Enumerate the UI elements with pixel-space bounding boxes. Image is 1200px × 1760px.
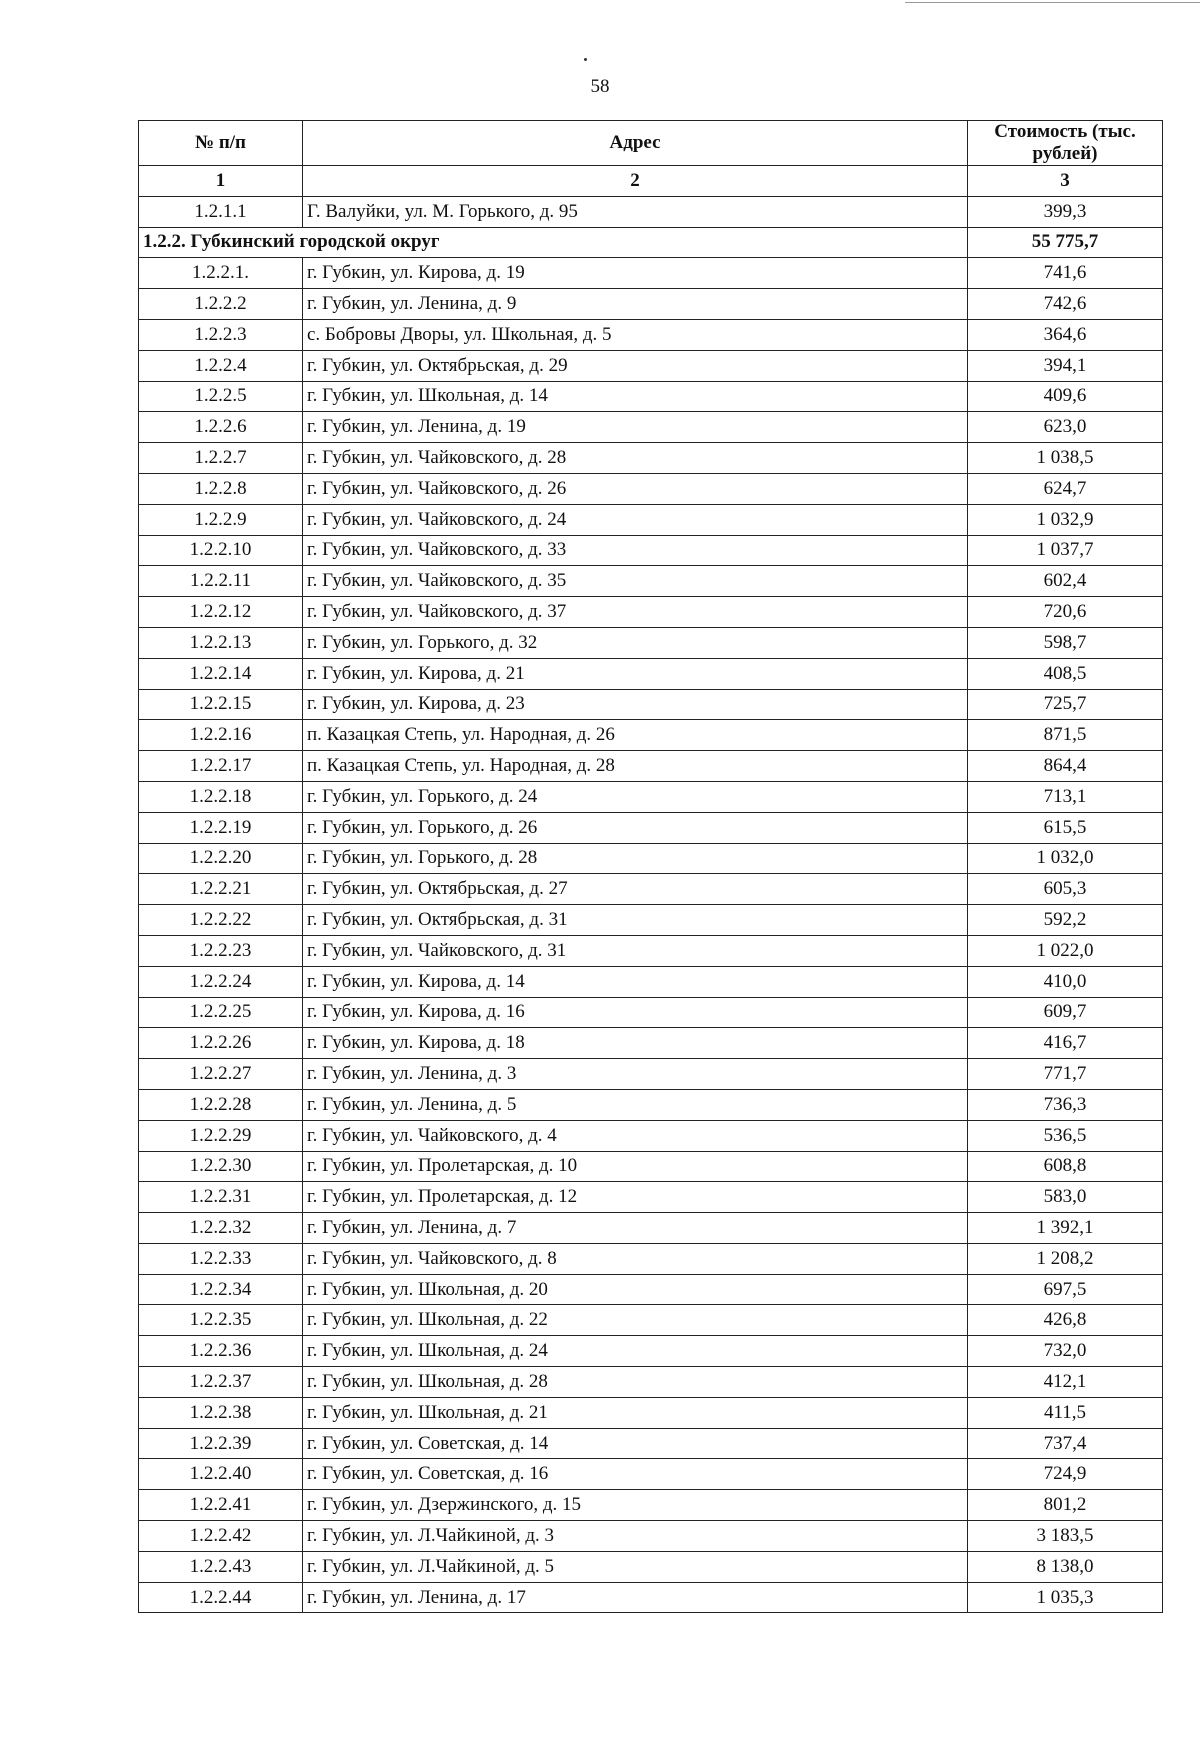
column-number-row (139, 166, 1163, 197)
row-number: 1.2.2.40 (139, 1459, 303, 1490)
row-cost: 732,0 (968, 1336, 1163, 1367)
row-number: 1.2.2.6 (139, 412, 303, 443)
row-cost: 394,1 (968, 350, 1163, 381)
row-number: 1.2.2.21 (139, 874, 303, 905)
row-cost: 608,8 (968, 1151, 1163, 1182)
row-number: 1.2.2.4 (139, 350, 303, 381)
row-cost: 409,6 (968, 381, 1163, 412)
table-row (139, 443, 1163, 474)
header-cost: Стоимость (тыс. рублей) (968, 121, 1163, 166)
table-row (139, 1428, 1163, 1459)
table-row (139, 905, 1163, 936)
table-row (139, 350, 1163, 381)
row-address: г. Губкин, ул. Советская, д. 14 (303, 1428, 968, 1459)
row-cost: 697,5 (968, 1274, 1163, 1305)
row-number: 1.2.2.3 (139, 319, 303, 350)
row-cost: 536,5 (968, 1120, 1163, 1151)
row-address: г. Губкин, ул. Кирова, д. 18 (303, 1028, 968, 1059)
row-cost: 737,4 (968, 1428, 1163, 1459)
row-number: 1.2.2.39 (139, 1428, 303, 1459)
row-address: г. Губкин, ул. Ленина, д. 17 (303, 1582, 968, 1613)
row-number: 1.2.2.14 (139, 658, 303, 689)
row-cost: 720,6 (968, 597, 1163, 628)
row-cost: 801,2 (968, 1490, 1163, 1521)
table-row (139, 1551, 1163, 1582)
row-cost: 864,4 (968, 751, 1163, 782)
table-row (139, 689, 1163, 720)
row-cost: 741,6 (968, 258, 1163, 289)
row-cost: 725,7 (968, 689, 1163, 720)
row-cost: 583,0 (968, 1182, 1163, 1213)
row-cost: 1 208,2 (968, 1243, 1163, 1274)
table-row (139, 1305, 1163, 1336)
row-number: 1.2.2.10 (139, 535, 303, 566)
group-total-cost: 55 775,7 (968, 227, 1163, 258)
row-number: 1.2.2.11 (139, 566, 303, 597)
group-label: 1.2.2. Губкинский городской округ (139, 227, 968, 258)
row-address: г. Губкин, ул. Кирова, д. 21 (303, 658, 968, 689)
table-row (139, 1059, 1163, 1090)
header-address: Адрес (303, 121, 968, 166)
row-cost: 426,8 (968, 1305, 1163, 1336)
row-address: с. Бобровы Дворы, ул. Школьная, д. 5 (303, 319, 968, 350)
row-address: п. Казацкая Степь, ул. Народная, д. 26 (303, 720, 968, 751)
table-row (139, 535, 1163, 566)
table-row (139, 1459, 1163, 1490)
table-row (139, 597, 1163, 628)
row-address: г. Губкин, ул. Чайковского, д. 26 (303, 473, 968, 504)
table-row (139, 504, 1163, 535)
table-row (139, 289, 1163, 320)
table-row (139, 627, 1163, 658)
row-number: 1.2.2.25 (139, 997, 303, 1028)
row-number: 1.2.2.32 (139, 1213, 303, 1244)
table-row (139, 1367, 1163, 1398)
row-number: 1.2.1.1 (139, 196, 303, 227)
row-address: п. Казацкая Степь, ул. Народная, д. 28 (303, 751, 968, 782)
row-address: г. Губкин, ул. Горького, д. 28 (303, 843, 968, 874)
row-address: г. Губкин, ул. Чайковского, д. 8 (303, 1243, 968, 1274)
row-number: 1.2.2.20 (139, 843, 303, 874)
table-row (139, 751, 1163, 782)
row-cost: 742,6 (968, 289, 1163, 320)
row-address: г. Губкин, ул. Чайковского, д. 33 (303, 535, 968, 566)
scan-dot (584, 58, 587, 61)
table-row (139, 1120, 1163, 1151)
row-cost: 364,6 (968, 319, 1163, 350)
row-number: 1.2.2.42 (139, 1521, 303, 1552)
row-number: 1.2.2.1. (139, 258, 303, 289)
row-cost: 1 032,0 (968, 843, 1163, 874)
table-row (139, 473, 1163, 504)
row-address: г. Губкин, ул. Дзержинского, д. 15 (303, 1490, 968, 1521)
row-number: 1.2.2.2 (139, 289, 303, 320)
row-number: 1.2.2.18 (139, 781, 303, 812)
row-address: г. Губкин, ул. Ленина, д. 7 (303, 1213, 968, 1244)
page-number: 58 (590, 76, 610, 97)
row-cost: 399,3 (968, 196, 1163, 227)
table-row (139, 1521, 1163, 1552)
table-row (139, 781, 1163, 812)
row-number: 1.2.2.28 (139, 1089, 303, 1120)
table-row (139, 935, 1163, 966)
row-number: 1.2.2.30 (139, 1151, 303, 1182)
table-header-row (139, 121, 1163, 166)
row-cost: 1 032,9 (968, 504, 1163, 535)
row-cost: 1 037,7 (968, 535, 1163, 566)
table-row (139, 966, 1163, 997)
row-address: г. Губкин, ул. Школьная, д. 20 (303, 1274, 968, 1305)
row-number: 1.2.2.38 (139, 1397, 303, 1428)
table-row (139, 720, 1163, 751)
row-number: 1.2.2.27 (139, 1059, 303, 1090)
table-row (139, 874, 1163, 905)
row-address: г. Губкин, ул. Школьная, д. 24 (303, 1336, 968, 1367)
row-number: 1.2.2.7 (139, 443, 303, 474)
table-row (139, 1028, 1163, 1059)
row-number: 1.2.2.9 (139, 504, 303, 535)
table-row (139, 1213, 1163, 1244)
row-cost: 1 038,5 (968, 443, 1163, 474)
row-address: г. Губкин, ул. Л.Чайкиной, д. 5 (303, 1551, 968, 1582)
row-address: г. Губкин, ул. Школьная, д. 28 (303, 1367, 968, 1398)
row-number: 1.2.2.33 (139, 1243, 303, 1274)
row-cost: 602,4 (968, 566, 1163, 597)
row-cost: 416,7 (968, 1028, 1163, 1059)
table-row (139, 843, 1163, 874)
cost-table (138, 120, 1163, 1613)
table-row (139, 1182, 1163, 1213)
row-number: 1.2.2.36 (139, 1336, 303, 1367)
table-row (139, 1582, 1163, 1613)
row-cost: 1 035,3 (968, 1582, 1163, 1613)
row-address: г. Губкин, ул. Ленина, д. 3 (303, 1059, 968, 1090)
row-cost: 3 183,5 (968, 1521, 1163, 1552)
table-row (139, 1151, 1163, 1182)
table-row (139, 997, 1163, 1028)
row-number: 1.2.2.24 (139, 966, 303, 997)
row-address: г. Губкин, ул. Октябрьская, д. 31 (303, 905, 968, 936)
row-number: 1.2.2.29 (139, 1120, 303, 1151)
row-cost: 412,1 (968, 1367, 1163, 1398)
row-number: 1.2.2.37 (139, 1367, 303, 1398)
table-row (139, 1490, 1163, 1521)
row-address: г. Губкин, ул. Л.Чайкиной, д. 3 (303, 1521, 968, 1552)
row-address: г. Губкин, ул. Кирова, д. 19 (303, 258, 968, 289)
row-address: г. Губкин, ул. Чайковского, д. 28 (303, 443, 968, 474)
row-address: г. Губкин, ул. Ленина, д. 5 (303, 1089, 968, 1120)
row-address: г. Губкин, ул. Ленина, д. 19 (303, 412, 968, 443)
row-address: г. Губкин, ул. Школьная, д. 14 (303, 381, 968, 412)
row-number: 1.2.2.41 (139, 1490, 303, 1521)
row-address: г. Губкин, ул. Чайковского, д. 31 (303, 935, 968, 966)
row-cost: 410,0 (968, 966, 1163, 997)
table-row (139, 196, 1163, 227)
row-cost: 1 022,0 (968, 935, 1163, 966)
row-cost: 1 392,1 (968, 1213, 1163, 1244)
table-row (139, 1274, 1163, 1305)
row-address: г. Губкин, ул. Кирова, д. 16 (303, 997, 968, 1028)
row-address: г. Губкин, ул. Горького, д. 32 (303, 627, 968, 658)
row-cost: 615,5 (968, 812, 1163, 843)
table-row (139, 1336, 1163, 1367)
row-cost: 623,0 (968, 412, 1163, 443)
table-row (139, 381, 1163, 412)
row-cost: 8 138,0 (968, 1551, 1163, 1582)
table-row (139, 566, 1163, 597)
scan-edge-line (905, 2, 1200, 3)
row-cost: 408,5 (968, 658, 1163, 689)
row-number: 1.2.2.22 (139, 905, 303, 936)
row-address: Г. Валуйки, ул. М. Горького, д. 95 (303, 196, 968, 227)
row-address: г. Губкин, ул. Школьная, д. 21 (303, 1397, 968, 1428)
row-cost: 624,7 (968, 473, 1163, 504)
row-cost: 771,7 (968, 1059, 1163, 1090)
row-address: г. Губкин, ул. Пролетарская, д. 10 (303, 1151, 968, 1182)
row-number: 1.2.2.8 (139, 473, 303, 504)
column-number: 2 (303, 166, 968, 197)
row-address: г. Губкин, ул. Кирова, д. 23 (303, 689, 968, 720)
row-address: г. Губкин, ул. Октябрьская, д. 29 (303, 350, 968, 381)
column-number: 3 (968, 166, 1163, 197)
row-number: 1.2.2.12 (139, 597, 303, 628)
row-cost: 598,7 (968, 627, 1163, 658)
row-number: 1.2.2.17 (139, 751, 303, 782)
header-num: № п/п (139, 121, 303, 166)
row-number: 1.2.2.16 (139, 720, 303, 751)
table-row (139, 658, 1163, 689)
column-number: 1 (139, 166, 303, 197)
row-address: г. Губкин, ул. Школьная, д. 22 (303, 1305, 968, 1336)
table-row (139, 258, 1163, 289)
row-address: г. Губкин, ул. Чайковского, д. 35 (303, 566, 968, 597)
row-address: г. Губкин, ул. Октябрьская, д. 27 (303, 874, 968, 905)
row-number: 1.2.2.43 (139, 1551, 303, 1582)
table-row (139, 812, 1163, 843)
row-address: г. Губкин, ул. Горького, д. 26 (303, 812, 968, 843)
row-cost: 736,3 (968, 1089, 1163, 1120)
row-address: г. Губкин, ул. Ленина, д. 9 (303, 289, 968, 320)
table-row (139, 319, 1163, 350)
row-number: 1.2.2.35 (139, 1305, 303, 1336)
row-address: г. Губкин, ул. Чайковского, д. 37 (303, 597, 968, 628)
row-number: 1.2.2.13 (139, 627, 303, 658)
row-cost: 411,5 (968, 1397, 1163, 1428)
table-row (139, 1243, 1163, 1274)
row-number: 1.2.2.31 (139, 1182, 303, 1213)
row-number: 1.2.2.15 (139, 689, 303, 720)
row-cost: 592,2 (968, 905, 1163, 936)
row-number: 1.2.2.26 (139, 1028, 303, 1059)
table-row (139, 1089, 1163, 1120)
row-address: г. Губкин, ул. Горького, д. 24 (303, 781, 968, 812)
row-number: 1.2.2.5 (139, 381, 303, 412)
row-address: г. Губкин, ул. Чайковского, д. 4 (303, 1120, 968, 1151)
row-address: г. Губкин, ул. Чайковского, д. 24 (303, 504, 968, 535)
row-cost: 871,5 (968, 720, 1163, 751)
row-address: г. Губкин, ул. Пролетарская, д. 12 (303, 1182, 968, 1213)
row-number: 1.2.2.44 (139, 1582, 303, 1613)
row-cost: 605,3 (968, 874, 1163, 905)
row-cost: 713,1 (968, 781, 1163, 812)
group-row (139, 227, 1163, 258)
row-number: 1.2.2.19 (139, 812, 303, 843)
row-cost: 724,9 (968, 1459, 1163, 1490)
row-cost: 609,7 (968, 997, 1163, 1028)
table-row (139, 412, 1163, 443)
table-row (139, 1397, 1163, 1428)
row-number: 1.2.2.34 (139, 1274, 303, 1305)
row-address: г. Губкин, ул. Кирова, д. 14 (303, 966, 968, 997)
row-number: 1.2.2.23 (139, 935, 303, 966)
row-address: г. Губкин, ул. Советская, д. 16 (303, 1459, 968, 1490)
